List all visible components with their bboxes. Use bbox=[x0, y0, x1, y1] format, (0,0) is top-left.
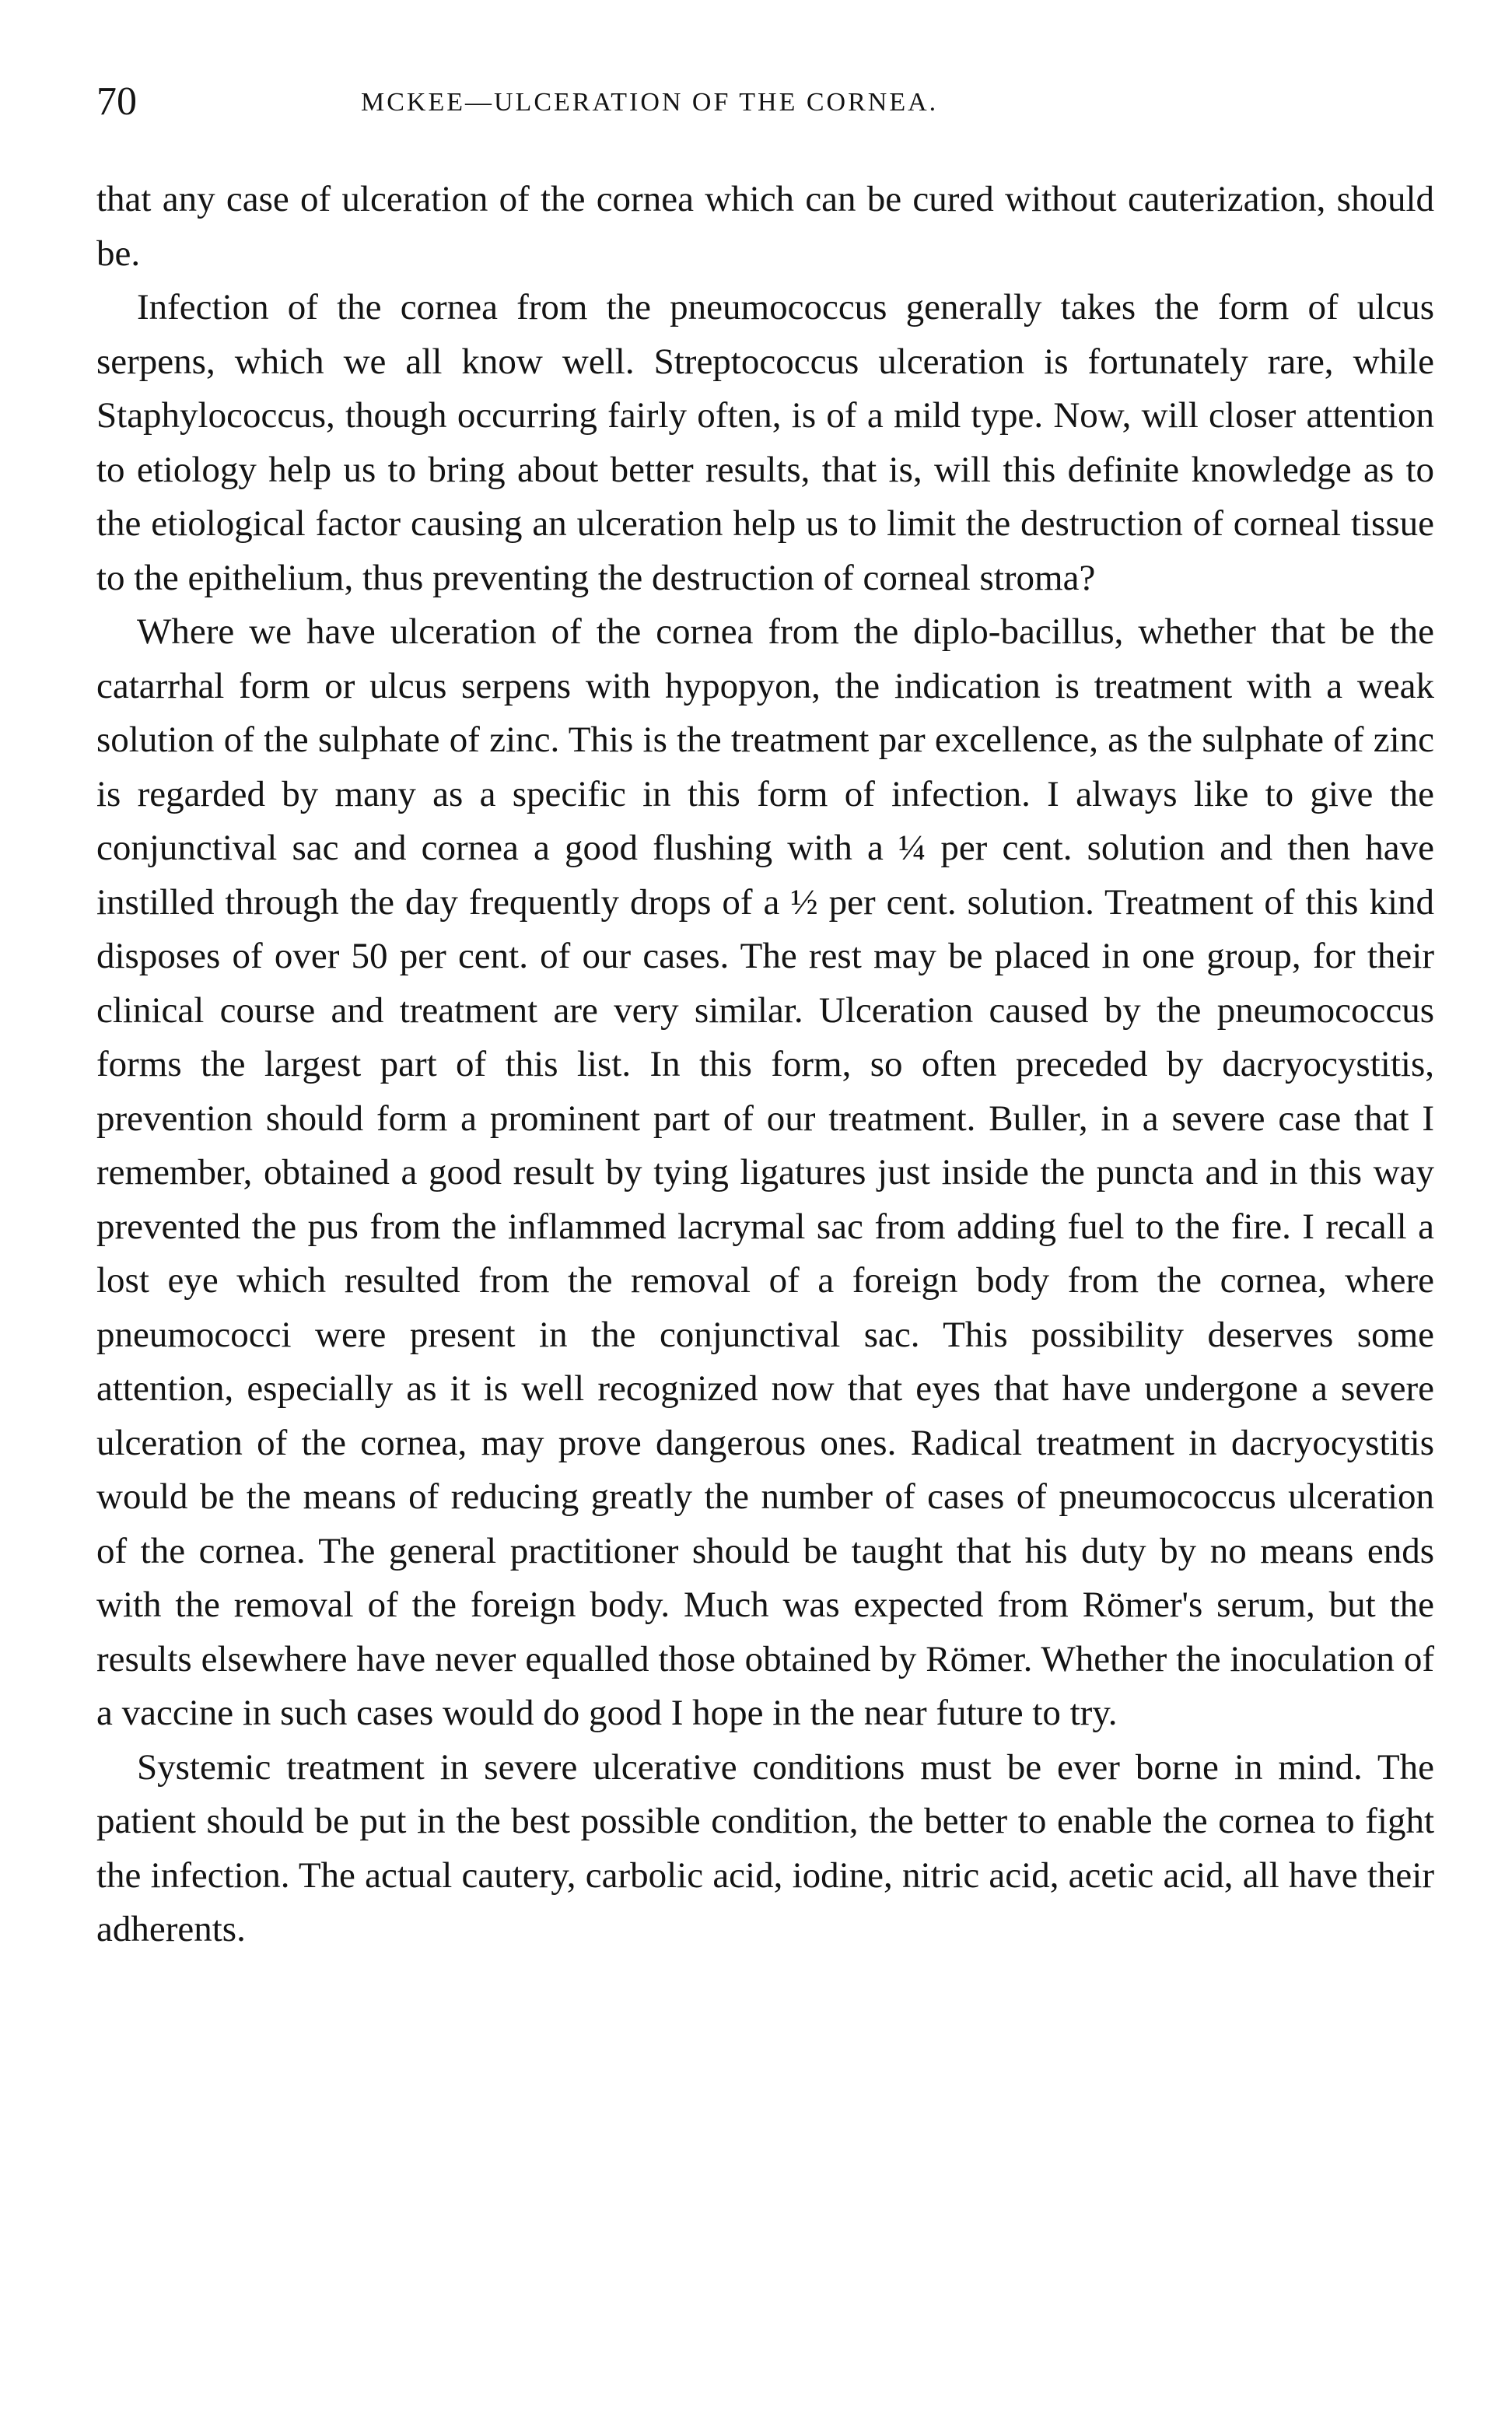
body-text bbox=[96, 173, 1434, 1957]
page-header bbox=[96, 75, 1434, 129]
paragraph: Systemic treatment in severe ulcerative conditions must be ever borne in mind. The patient should be put in the best possible condition, the better to enable the cornea to fight the infection. The actual cautery, carbolic acid, iodine, nitric acid, acetic acid, all have their adherents. bbox=[96, 1746, 1434, 1949]
running-head: MCKEE—ULCERATION OF THE CORNEA. bbox=[361, 88, 939, 117]
page-number: 70 bbox=[96, 79, 137, 124]
paragraph: Infection of the cornea from the pneumococcus generally takes the form of ulcus serpens, which we all know well. Streptococcus ulceration is fortunately rare, while Staphylococcus, though occurring fairly often, is of a mild type. Now, will closer attention to etiology help us to bring about better results, that is, will this definite knowledge as to the etiological factor causing an ulceration help us to limit the destruction of corneal tissue to the epithelium, thus preventing the destruction of corneal stroma? bbox=[96, 287, 1434, 598]
paragraph-continuation: that any case of ulceration of the cornea which can be cured without cauterization, should be. bbox=[96, 179, 1434, 274]
paragraph: Where we have ulceration of the cornea from the diplo-bacillus, whether that be the catarrhal form or ulcus serpens with hypopyon, the indication is treatment with a weak solution of the sulphate of zinc. This is the treatment par excellence, as the sulphate of zinc is regarded by many as a specific in this form of infection. I always like to give the conjunctival sac and cornea a good flushing with a ¼ per cent. solution and then have instilled through the day frequently drops of a ½ per cent. solution. Treatment of this kind disposes of over 50 per cent. of our cases. The rest may be placed in one group, for their clinical course and treatment are very similar. Ulceration caused by the pneumococcus forms the largest part of this list. In this form, so often preceded by dacryocystitis, prevention should form a prominent part of our treatment. Buller, in a severe case that I remember, obtained a good result by tying ligatures just inside the puncta and in this way prevented the pus from the inflammed lacrymal sac from adding fuel to the fire. I recall a lost eye which resulted from the removal of a foreign body from the cornea, where pneumococci were present in the conjunctival sac. This possibility deserves some attention, especially as it is well recognized now that eyes that have undergone a severe ulceration of the cornea, may prove dangerous ones. Radical treatment in dacryocystitis would be the means of reducing greatly the number of cases of pneumococcus ulceration of the cornea. The general practitioner should be taught that his duty by no means ends with the removal of the foreign body. Much was expected from Römer's serum, but the results elsewhere have never equalled those obtained by Römer. Whether the inoculation of a vaccine in such cases would do good I hope in the near future to try. bbox=[96, 611, 1434, 1733]
